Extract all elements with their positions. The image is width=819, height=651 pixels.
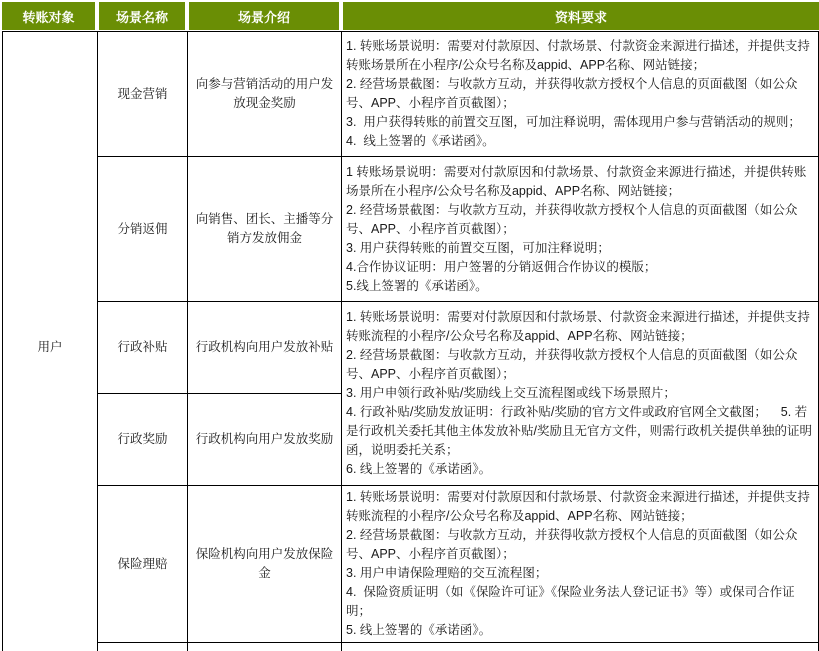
- scene-intro-insurance-claim: 保险机构向用户发放保险金: [188, 486, 342, 643]
- header-cell-scene-name: 场景名称: [99, 2, 185, 30]
- scene-intro-distribution-commission: 向销售、团长、主播等分销方发放佣金: [188, 157, 342, 302]
- requirements-cash-marketing: [342, 32, 819, 157]
- requirement-item: 2. 经营场景截图：与收款方互动，并获得收款方授权个人信息的页面截图（如公众号、APP、小程序首页截图）；: [346, 348, 798, 381]
- table-header-row: [2, 2, 819, 30]
- table-row-admin-subsidy: [3, 302, 819, 394]
- requirement-item: 1 转账场景说明：需要对付款原因和付款场景、付款资金来源进行描述，并提供转账场景所在小程序/公众号名称及appid、APP名称、网站链接；: [346, 164, 807, 198]
- requirement-item: 3. 用户获得转账的前置交互图，可加注释说明，需体现用户参与营销活动的规则；: [346, 115, 801, 129]
- header-cell-requirements: 资料要求: [343, 2, 819, 30]
- table-row-distribution-commission: [3, 157, 819, 302]
- requirement-item: 1. 转账场景说明：需要对付款原因和付款场景、付款资金来源进行描述，并提供支持转账流程的小程序/公众号名称及appid、APP名称、网站链接；: [346, 490, 810, 523]
- requirement-item: 2. 经营场景截图：与收款方互动，并获得收款方授权个人信息的页面截图（如公众号、APP、小程序首页截图）；: [346, 77, 798, 110]
- scene-intro-cash-marketing: 向参与营销活动的用户发放现金奖励: [188, 32, 342, 157]
- transfer-target-cell: 用户: [3, 32, 98, 651]
- scene-requirements-table: [2, 31, 819, 651]
- table-row-insurance-claim: [3, 486, 819, 643]
- scene-intro-admin-subsidy: 行政机构向用户发放补贴: [188, 302, 342, 394]
- scene-name-cash-marketing: 现金营销: [98, 32, 188, 157]
- table-row-cash-marketing: [3, 32, 819, 157]
- requirement-item: 4. 线上签署的《承诺函》。: [346, 134, 495, 148]
- scene-name-admin-subsidy: 行政补贴: [98, 302, 188, 394]
- table-row-partial: [3, 643, 819, 651]
- empty-cell: [188, 643, 342, 651]
- header-cell-transfer-target: 转账对象: [2, 2, 95, 30]
- scene-name-distribution-commission: 分销返佣: [98, 157, 188, 302]
- requirement-item: 2. 经营场景截图：与收款方互动，并获得收款方授权个人信息的页面截图（如公众号、APP、小程序首页截图）；: [346, 202, 798, 236]
- requirements-insurance-claim: [342, 486, 819, 643]
- requirements-admin-subsidy-award: [342, 302, 819, 486]
- requirement-item: 1. 转账场景说明：需要对付款原因和付款场景、付款资金来源进行描述，并提供支持转账流程的小程序/公众号名称及appid、APP名称、网站链接；: [346, 310, 810, 343]
- requirement-item: 4.合作协议证明：用户签署的分销返佣合作协议的模版；: [346, 259, 657, 274]
- scene-name-insurance-claim: 保险理赔: [98, 486, 188, 643]
- header-cell-scene-intro: 场景介绍: [189, 2, 339, 30]
- requirement-item: 6. 线上签署的《承诺函》。: [346, 462, 492, 476]
- empty-cell: [342, 643, 819, 651]
- requirement-item: 3. 用户申领行政补贴/奖励线上交互流程图或线下场景照片；: [346, 386, 676, 400]
- requirements-distribution-commission: [342, 157, 819, 302]
- requirement-item: 3. 用户获得转账的前置交互图，可加注释说明；: [346, 240, 610, 255]
- requirement-item: 1. 转账场景说明：需要对付款原因、付款场景、付款资金来源进行描述，并提供支持转账场景所在小程序/公众号名称及appid、APP名称、网站链接；: [346, 39, 810, 72]
- requirement-item: 4. 保险资质证明（如《保险许可证》《保险业务法人登记证书》等）或保司合作证明；: [346, 585, 795, 618]
- scene-name-admin-award: 行政奖励: [98, 394, 188, 486]
- requirement-item: 5.线上签署的《承诺函》。: [346, 278, 488, 293]
- scene-intro-admin-award: 行政机构向用户发放奖励: [188, 394, 342, 486]
- requirement-item: 4. 行政补贴/奖励发放证明：行政补贴/奖励的官方文件或政府官网全文截图； 5. 若是行政机关委托其他主体发放补贴/奖励且无官方文件，则需行政机关提供单独的证明函，说明委托关系；: [346, 405, 812, 457]
- requirement-item: 5. 线上签署的《承诺函》。: [346, 623, 492, 637]
- requirement-item: 3. 用户申请保险理赔的交互流程图；: [346, 566, 548, 580]
- requirement-item: 2. 经营场景截图：与收款方互动，并获得收款方授权个人信息的页面截图（如公众号、APP、小程序首页截图）；: [346, 528, 798, 561]
- empty-cell: [98, 643, 188, 651]
